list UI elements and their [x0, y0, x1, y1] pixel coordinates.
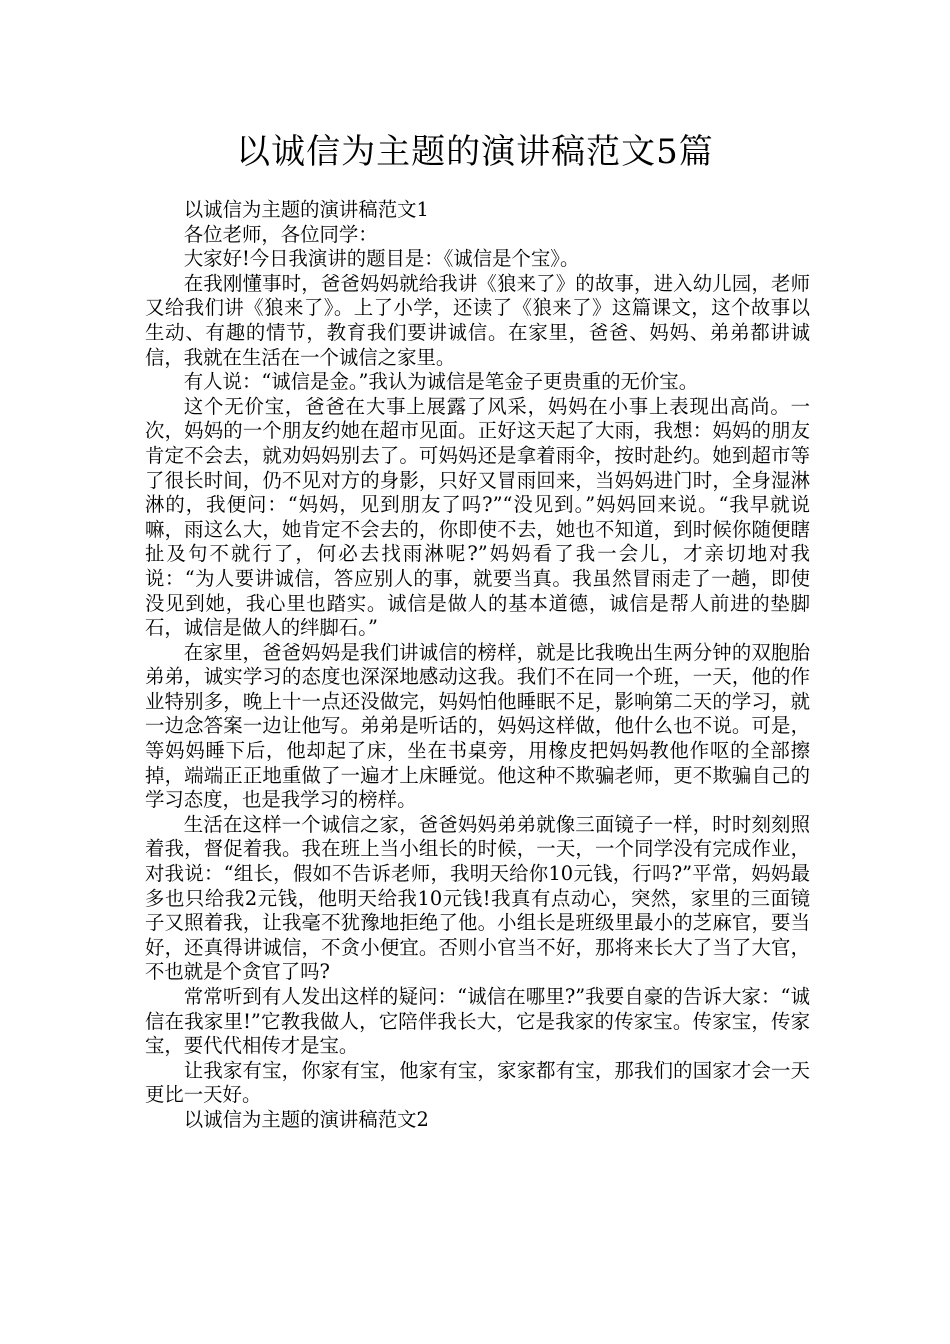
paragraph: 有人说：“诚信是金。”我认为诚信是笔金子更贵重的无价宝。	[183, 370, 699, 394]
paragraph: 以诚信为主题的演讲稿范文1	[183, 198, 429, 221]
paragraph: 这个无价宝，爸爸在大事上展露了风采，妈妈在小事上表现出高尚。一次，妈妈的一个朋友约她在超市见面。正好这天起了大雨，我想：妈妈的朋友肯定不会去，就劝妈妈别去了。可妈妈还是拿着雨伞，按时赴约。她到超市等了很长时间，仍不见对方的身影，只好又冒雨回来，当妈妈进门时，全身湿淋淋的，我便问：“妈妈，见到朋友了吗?”“没见到。”妈妈回来说。“我早就说嘛，雨这么大，她肯定不会去的，你即使不去，她也不知道，到时候你随便瞎扯及句不就行了，何必去找雨淋呢?”妈妈看了我一会儿，才亲切地对我说：“为人要讲诚信，答应别人的事，就要当真。我虽然冒雨走了一趟，即使没见到她，我心里也踏实。诚信是做人的基本道德，诚信是帮人前进的垫脚石，诚信是做人的绊脚石。”	[145, 394, 810, 640]
paragraph: 在我刚懂事时，爸爸妈妈就给我讲《狼来了》的故事，进入幼儿园，老师又给我们讲《狼来了》。上了小学，还读了《狼来了》这篇课文，这个故事以生动、有趣的情节，教育我们要讲诚信。在家里，爸爸、妈妈、弟弟都讲诚信，我就在生活在一个诚信之家里。	[145, 271, 810, 369]
paragraph: 各位老师，各位同学：	[183, 222, 378, 246]
paragraph: 常常听到有人发出这样的疑问：“诚信在哪里?”我要自豪的告诉大家：“诚信在我家里!”它教我做人，它陪伴我长大，它是我家的传家宝。传家宝，传家宝，要代代相传才是宝。	[145, 985, 810, 1058]
paragraph: 生活在这样一个诚信之家，爸爸妈妈弟弟就像三面镜子一样，时时刻刻照着我，督促着我。我在班上当小组长的时候，一天，一个同学没有完成作业，对我说：“组长，假如不告诉老师，我明天给你10元钱，行吗?”平常，妈妈最多也只给我2元钱，他明天给我10元钱!我真有点动心，突然，家里的三面镜子又照着我，让我毫不犹豫地拒绝了他。小组长是班级里最小的芝麻官，要当好，还真得讲诚信，不贪小便宜。否则小官当不好，那将来长大了当了大官，不也就是个贪官了吗?	[145, 812, 810, 984]
paragraph: 在家里，爸爸妈妈是我们讲诚信的榜样，就是比我晚出生两分钟的双胞胎弟弟，诚实学习的态度也深深地感动这我。我们不在同一个班，一天，他的作业特别多，晚上十一点还没做完，妈妈怕他睡眠不足，影响第二天的学习，就一边念答案一边让他写。弟弟是听话的，妈妈这样做，他什么也不说。可是，等妈妈睡下后，他却起了床，坐在书桌旁，用橡皮把妈妈教他作呕的全部擦掉，端端正正地重做了一遍才上床睡觉。他这种不欺骗老师，更不欺骗自己的学习态度，也是我学习的榜样。	[145, 640, 810, 812]
document-body	[145, 198, 810, 1133]
paragraph: 以诚信为主题的演讲稿范文2	[183, 1107, 429, 1131]
document-title: 以诚信为主题的演讲稿范文5篇	[236, 132, 714, 172]
paragraph: 让我家有宝，你家有宝，他家有宝，家家都有宝，那我们的国家才会一天更比一天好。	[145, 1058, 810, 1107]
paragraph: 大家好!今日我演讲的题目是：《诚信是个宝》。	[183, 247, 580, 271]
